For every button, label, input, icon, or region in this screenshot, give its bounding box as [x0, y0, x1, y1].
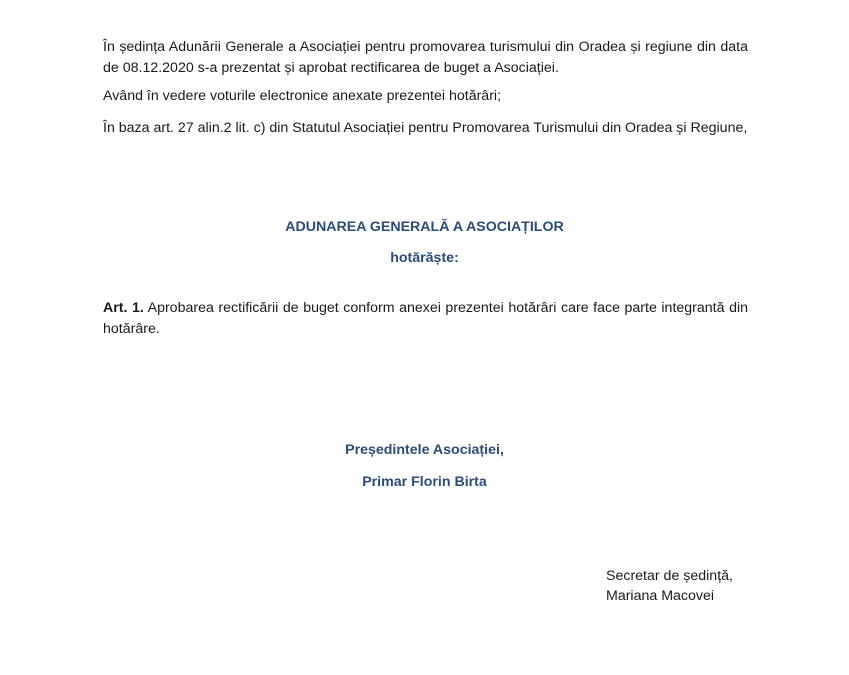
article-1-label: Art. 1. [103, 300, 144, 316]
article-1-text: Aprobarea rectificării de buget conform anexei prezentei hotărâri care face parte integrantă din hotărâre. [103, 300, 748, 337]
president-title: Președintele Asociației, [345, 442, 504, 458]
assembly-heading: ADUNAREA GENERALĂ A ASOCIAȚILOR [285, 219, 564, 235]
legal-basis-paragraph: În baza art. 27 alin.2 lit. c) din Statutul Asociației pentru Promovarea Turismului din Oradea și Regiune, [103, 120, 748, 136]
article-1-paragraph [103, 298, 748, 340]
intro-paragraph: În ședința Adunării Generale a Asociației pentru promovarea turismului din Oradea și regiune din data de 08.12.2020 s-a prezentat și aprobat rectificarea de buget a Asociației. [103, 39, 748, 76]
secretary-name: Mariana Macovei [606, 588, 715, 604]
president-name: Primar Florin Birta [362, 474, 487, 490]
votes-paragraph: Având în vedere voturile electronice anexate prezentei hotărâri; [103, 88, 502, 104]
decides-heading: hotărăște: [390, 250, 459, 266]
secretary-title: Secretar de ședință, [606, 568, 733, 584]
